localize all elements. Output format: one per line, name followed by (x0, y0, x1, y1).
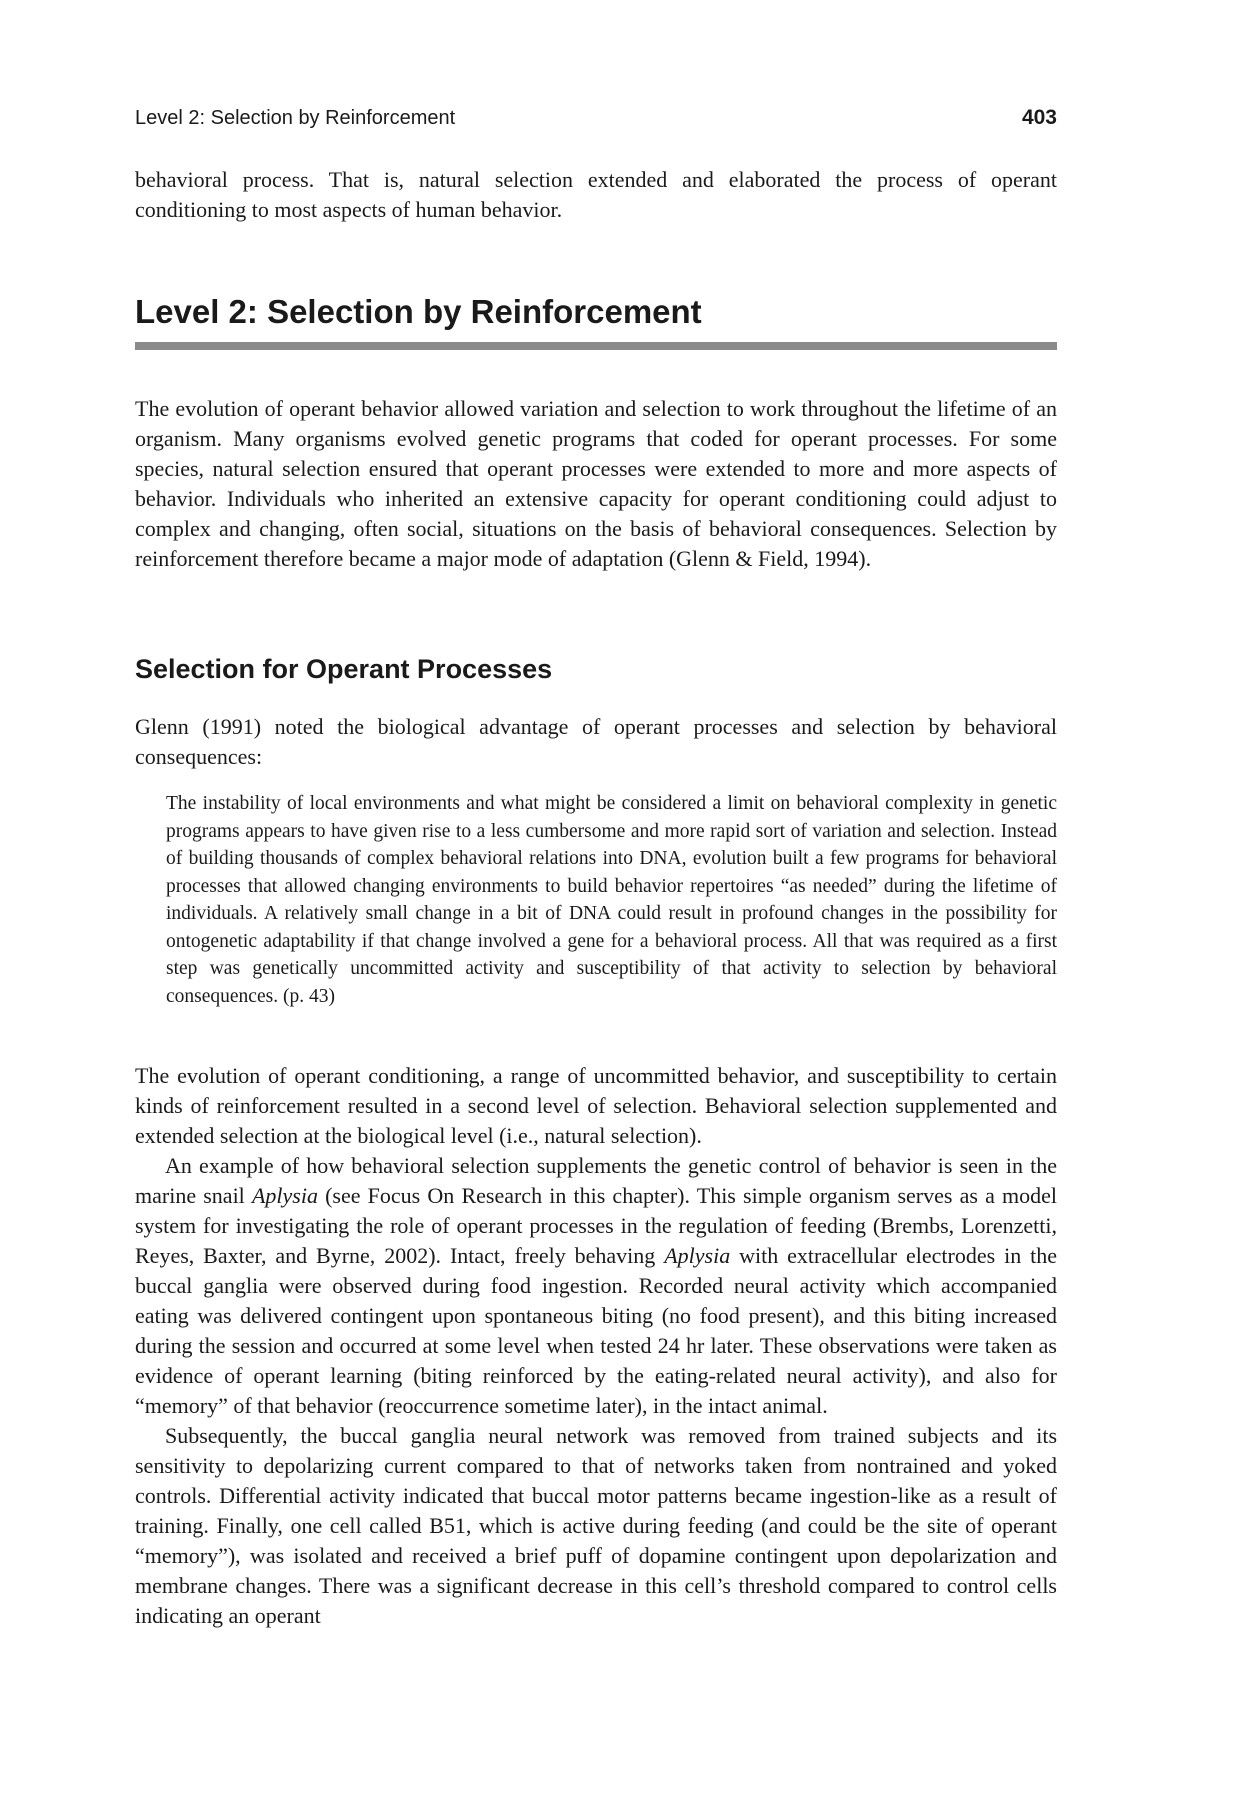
carryover-paragraph: behavioral process. That is, natural selection extended and elaborated the process of operant conditioning to most aspects of human behavior. (135, 167, 1057, 222)
block-quote-text: The instability of local environments and what might be considered a limit on behavioral complexity in genetic programs appears to have given rise to a less cumbersome and more rapid sort of variation and selection. Instead of building thousands of complex behavioral relations into DNA, evolution built a few programs for behavioral processes that allowed changing environments to build behavior repertoires “as needed” during the lifetime of individuals. A relatively small change in a bit of DNA could result in profound changes in the possibility for ontogenetic adaptability if that change involved a gene for a behavioral process. All that was required as a first step was genetically uncommitted activity and susceptibility of that activity to selection by behavioral consequences. (p. 43) (166, 793, 1057, 1007)
section-heading-rule (135, 342, 1057, 350)
carryover-paragraph-block (135, 165, 1057, 225)
section-intro-paragraph: The evolution of operant behavior allowed variation and selection to work throughout the lifetime of an organism. Many organisms evolved genetic programs that coded for operant processes. For some species, natural selection ensured that operant processes were extended to more and more aspects of behavior. Individuals who inherited an extensive capacity for operant conditioning could adjust to complex and changing, often social, situations on the basis of behavioral consequences. Selection by reinforcement therefore became a major mode of adaptation (Glenn & Field, 1994). (135, 396, 1057, 571)
page-number: 403 (1021, 106, 1057, 129)
species-name-italic: Aplysia (251, 1183, 318, 1208)
subsection-heading: Selection for Operant Processes (135, 654, 553, 684)
running-head (135, 106, 1057, 138)
paragraph-2-text-3: with extracellular electrodes in the buccal ganglia were observed during food ingestion. Recorded neural activity which accompanied eating was delivered contingent upon spontaneous biting (no food present), and this biting increased during the session and occurred at some level when tested 24 hr later. These observations were taken as evidence of operant learning (biting reinforced by the eating-related neural activity), and also for “memory” of that behavior (reoccurrence sometime later), in the intact animal. (135, 1243, 1057, 1418)
section-intro-block (135, 394, 1057, 574)
subsection-lead-paragraph: Glenn (1991) noted the biological advantage of operant processes and selection by behavioral consequences: (135, 714, 1057, 769)
species-name-italic: Aplysia (664, 1243, 731, 1268)
section-heading: Level 2: Selection by Reinforcement (135, 293, 702, 330)
running-head-title: Level 2: Selection by Reinforcement (135, 107, 456, 129)
subsection-lead-block (135, 712, 1057, 772)
paragraph-2-text-2: (see Focus On Research in this chapter). This simple organism serves as a model system for investigating the role of operant processes in the regulation of feeding (Brembs, Lorenzetti, Reyes, Baxter, and Byrne, 2002). Intact, freely behaving (135, 1183, 1057, 1268)
body-text (135, 1061, 1057, 1631)
body-paragraph-3: Subsequently, the buccal ganglia neural network was removed from trained subjects and its sensitivity to depolarizing current compared to that of networks taken from nontrained and yoked controls. Differential activity indicated that buccal motor patterns became ingestion-like as a result of training. Finally, one cell called B51, which is active during feeding (and could be the site of operant “memory”), was isolated and received a brief puff of dopamine contingent upon depolarization and membrane changes. There was a significant decrease in this cell’s threshold compared to control cells indicating an operant (135, 1423, 1057, 1628)
paragraph-2-text-1: An example of how behavioral selection supplements the genetic control of behavior is seen in the marine snail (135, 1153, 1057, 1208)
body-paragraph-1: The evolution of operant conditioning, a range of uncommitted behavior, and susceptibility to certain kinds of reinforcement resulted in a second level of selection. Behavioral selection supplemented and extended selection at the biological level (i.e., natural selection). (135, 1063, 1057, 1148)
block-quote (166, 790, 1057, 1010)
body-paragraph-2 (135, 1151, 1057, 1421)
